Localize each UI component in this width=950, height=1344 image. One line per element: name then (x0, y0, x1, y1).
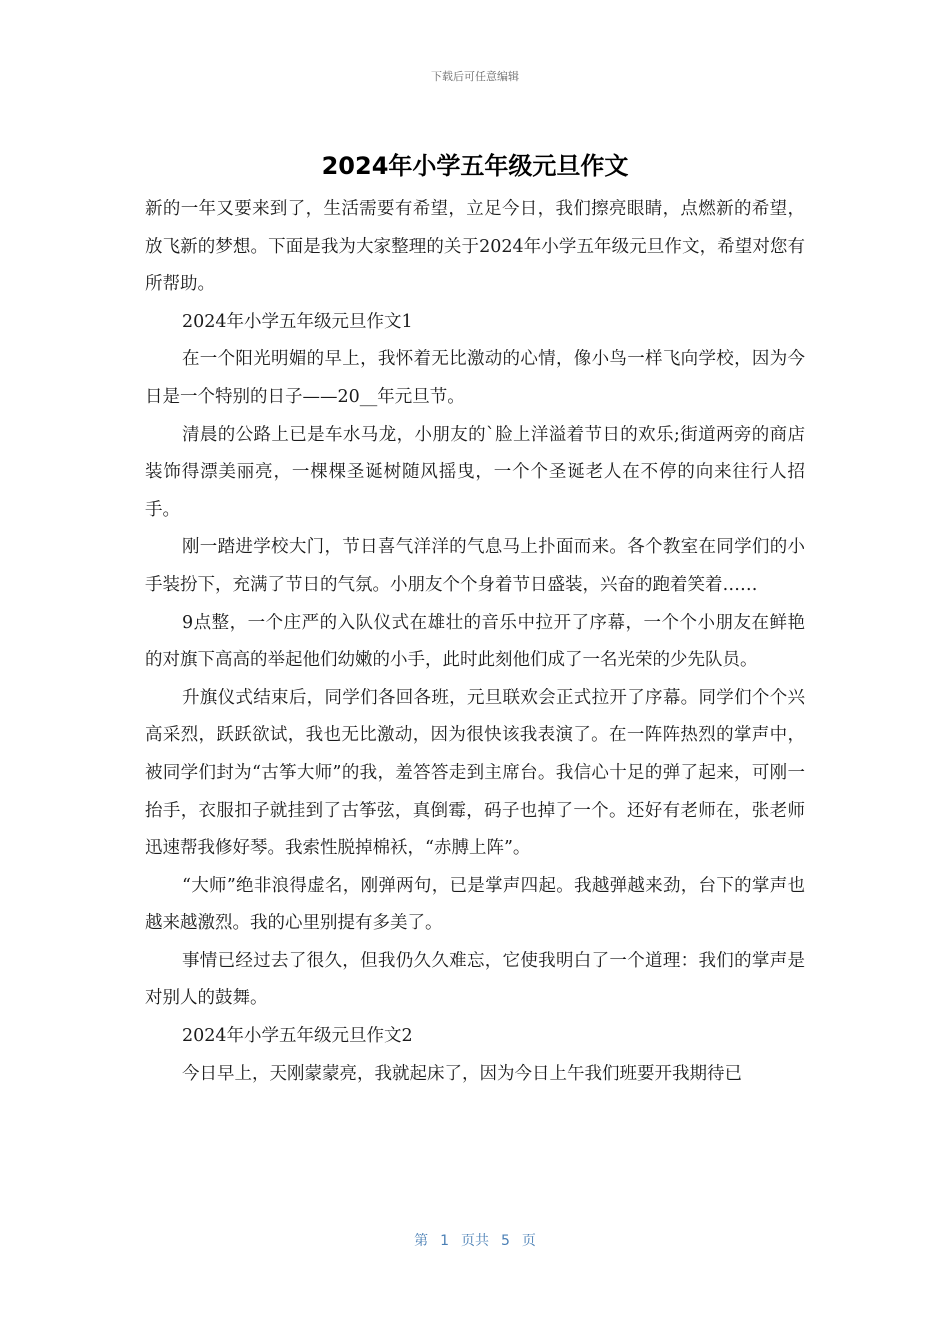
body-paragraph: 清晨的公路上已是车水马龙，小朋友的`脸上洋溢着节日的欢乐;街道两旁的商店装饰得漂美丽亮，一棵棵圣诞树随风摇曳，一个个圣诞老人在不停的向来往行人招手。 (145, 424, 805, 520)
footer-prefix: 第 (414, 1233, 429, 1249)
page-footer (0, 1230, 950, 1250)
body-paragraph: 事情已经过去了很久，但我仍久久难忘，它使我明白了一个道理：我们的掌声是对别人的鼓舞。 (145, 950, 805, 1009)
document-body (145, 191, 805, 1093)
footer-suffix: 页 (521, 1233, 536, 1249)
footer-middle: 页共 (461, 1233, 489, 1249)
footer-page-number: 1 (440, 1233, 449, 1249)
intro-paragraph: 新的一年又要来到了，生活需要有希望，立足今日，我们擦亮眼睛，点燃新的希望，放飞新的梦想。下面是我为大家整理的关于2024年小学五年级元旦作文，希望对您有所帮助。 (145, 199, 805, 295)
essay-1-heading: 2024年小学五年级元旦作文1 (182, 311, 413, 332)
footer-total-pages: 5 (501, 1233, 510, 1249)
body-paragraph: “大师”绝非浪得虚名，刚弹两句，已是掌声四起。我越弹越来劲，台下的掌声也越来越激烈。我的心里别提有多美了。 (145, 875, 805, 934)
document-title: 2024年小学五年级元旦作文 (321, 152, 629, 180)
essay-2-heading: 2024年小学五年级元旦作文2 (182, 1026, 413, 1047)
body-paragraph: 刚一踏进学校大门，节日喜气洋洋的气息马上扑面而来。各个教室在同学们的小手装扮下，充满了节日的气氛。小朋友个个身着节日盛装，兴奋的跑着笑着…… (145, 537, 805, 595)
body-paragraph: 在一个阳光明媚的早上，我怀着无比激动的心情，像小鸟一样飞向学校，因为今日是一个特别的日子——20__年元旦节。 (145, 349, 805, 407)
body-paragraph: 今日早上，天刚蒙蒙亮，我就起床了，因为今日上午我们班要开我期待已 (182, 1063, 742, 1084)
page-header-note: 下载后可任意编辑 (431, 70, 519, 83)
body-paragraph: 9点整，一个庄严的入队仪式在雄壮的音乐中拉开了序幕，一个个小朋友在鲜艳的对旗下高高的举起他们幼嫩的小手，此时此刻他们成了一名光荣的少先队员。 (145, 612, 805, 671)
body-paragraph: 升旗仪式结束后，同学们各回各班，元旦联欢会正式拉开了序幕。同学们个个兴高采烈，跃跃欲试，我也无比激动，因为很快该我表演了。在一阵阵热烈的掌声中，被同学们封为“古筝大师”的我，羞答答走到主席台。我信心十足的弹了起来，可刚一抬手，衣服扣子就挂到了古筝弦，真倒霉，码子也掉了一个。还好有老师在，张老师迅速帮我修好琴。我索性脱掉棉袄，“赤膊上阵”。 (145, 687, 805, 859)
